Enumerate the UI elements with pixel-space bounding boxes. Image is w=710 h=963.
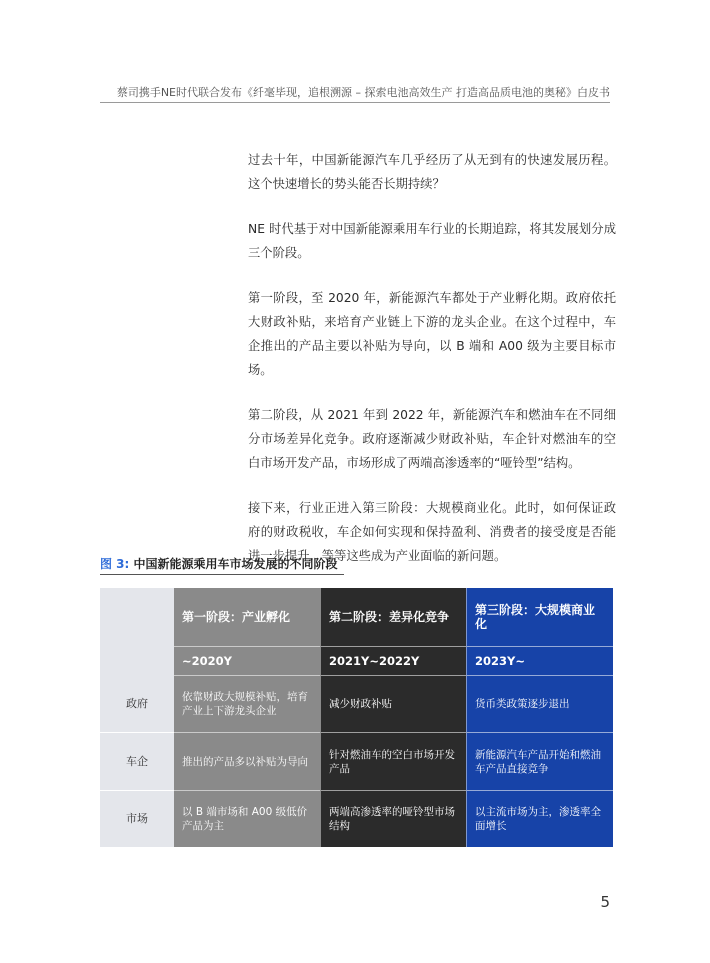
stage-3-years: 2023Y~ [466,646,613,675]
running-header: 蔡司携手NE时代联合发布《纤毫毕现，追根溯源 – 探索电池高效生产 打造高品质电池的奥秘》白皮书 [116,86,610,99]
row-label-market: 市场 [100,790,174,847]
table-cell: 货币类政策逐步退出 [466,675,613,732]
body-text [248,148,616,589]
table-cell: 针对燃油车的空白市场开发产品 [320,732,466,790]
stage-2-years: 2021Y~2022Y [320,646,466,675]
header-rule [100,102,610,103]
row-label-government: 政府 [100,675,174,732]
stage-2-title: 第二阶段：差异化竞争 [320,588,466,646]
stage-table [100,588,613,847]
stage-3-title: 第三阶段：大规模商业化 [466,588,613,646]
figure-title: 中国新能源乘用车市场发展的不同阶段 [133,557,338,571]
stage-1-title: 第一阶段：产业孵化 [174,588,320,646]
figure-label: 图 3: [100,557,130,571]
table-cell: 以主流市场为主，渗透率全面增长 [466,790,613,847]
paragraph-division: NE 时代基于对中国新能源乘用车行业的长期追踪，将其发展划分成三个阶段。 [248,222,616,260]
table-cell: 以 B 端市场和 A00 级低价产品为主 [174,790,320,847]
table-corner [100,588,174,646]
paragraph-stage-1: 第一阶段，至 2020 年，新能源汽车都处于产业孵化期。政府依托大财政补贴，来培育产业链上下游的龙头企业。在这个过程中，车企推出的产品主要以补贴为导向，以 B 端和 A00 级为主要目标市场。 [248,291,616,377]
table-corner-years [100,646,174,675]
caption-underline [100,574,344,575]
paragraph-stage-3: 接下来，行业正进入第三阶段：大规模商业化。此时，如何保证政府的财政税收，车企如何实现和保持盈利、消费者的接受度是否能进一步提升，等等这些成为产业面临的新问题。 [248,501,616,563]
table-cell: 两端高渗透率的哑铃型市场结构 [320,790,466,847]
table-cell: 依靠财政大规模补贴，培育产业上下游龙头企业 [174,675,320,732]
paragraph-intro: 过去十年，中国新能源汽车几乎经历了从无到有的快速发展历程。这个快速增长的势头能否长期持续？ [248,153,616,191]
paragraph-stage-2: 第二阶段，从 2021 年到 2022 年，新能源汽车和燃油车在不同细分市场差异化竞争。政府逐渐减少财政补贴，车企针对燃油车的空白市场开发产品，市场形成了两端高渗透率的“哑铃型”结构。 [248,408,616,470]
page-number: 5 [600,893,610,911]
row-label-automakers: 车企 [100,732,174,790]
table-cell: 新能源汽车产品开始和燃油车产品直接竞争 [466,732,613,790]
figure-caption [100,555,338,572]
table-cell: 推出的产品多以补贴为导向 [174,732,320,790]
table-cell: 减少财政补贴 [320,675,466,732]
stage-1-years: ~2020Y [174,646,320,675]
